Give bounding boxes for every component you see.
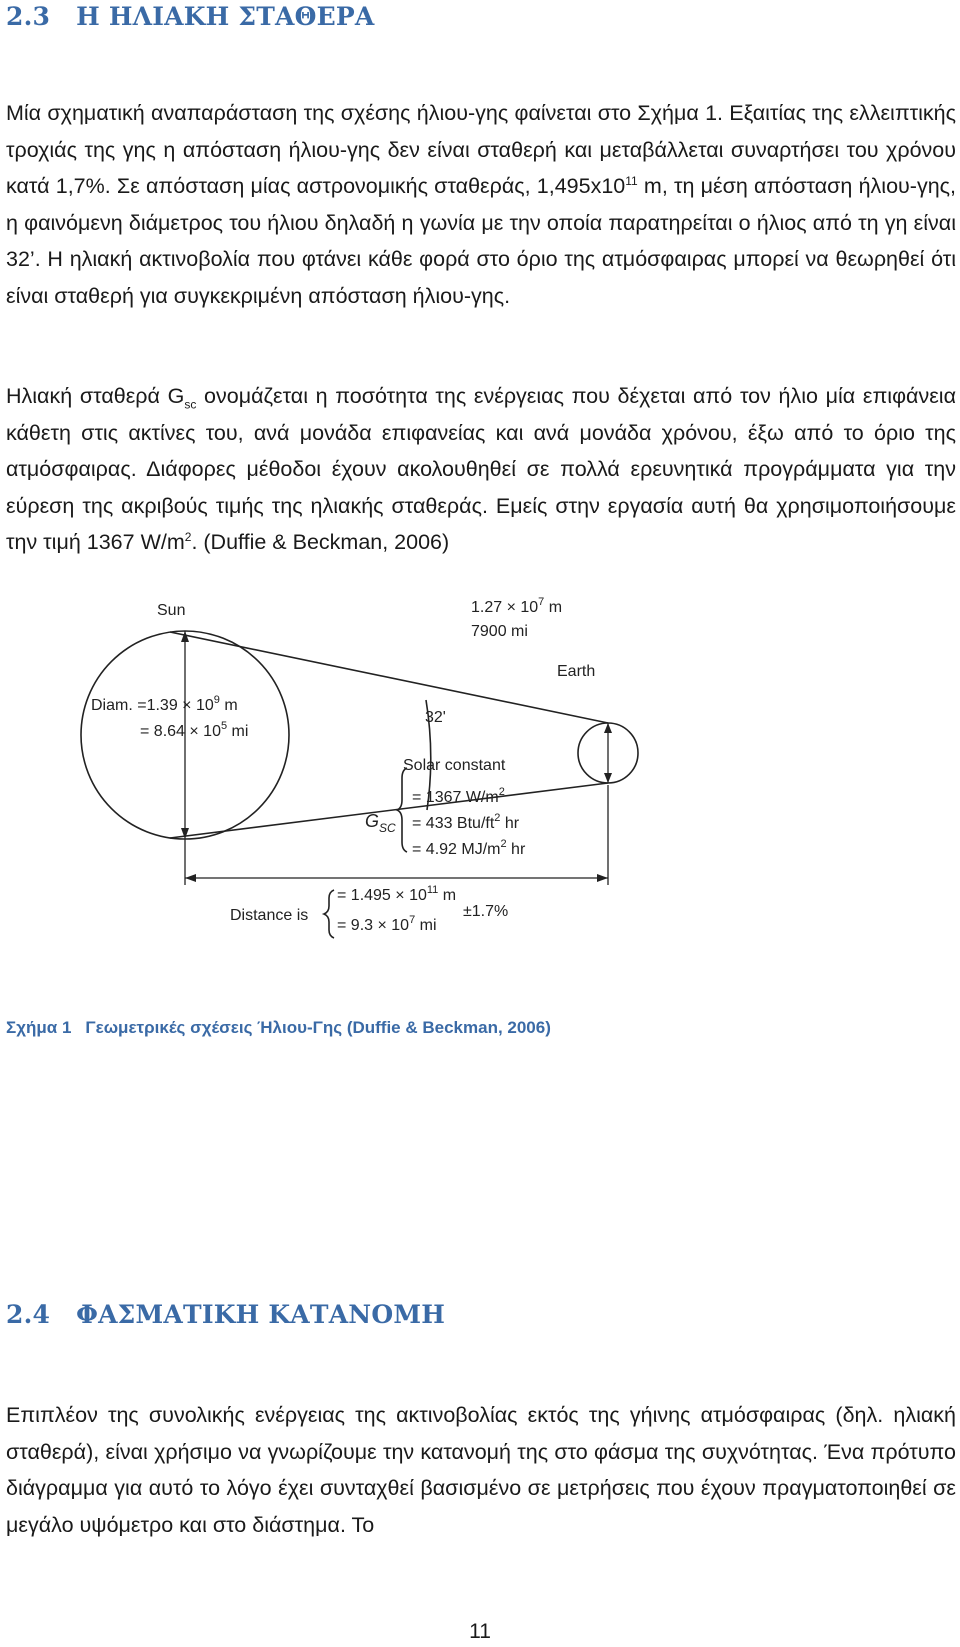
distance-label: Distance is <box>230 907 309 924</box>
distance-value-m: = $1.495 \times 10^{11}$ m <box>337 884 457 904</box>
paragraph-sun-earth-relation <box>6 95 956 314</box>
page-number: 11 <box>469 1620 491 1643</box>
figure-caption <box>6 1018 551 1038</box>
solar-constant-label: Solar constant <box>403 757 506 774</box>
sun-label: Sun <box>157 602 186 619</box>
angle-label: 32' <box>425 709 446 726</box>
exponent: 2 <box>184 529 192 544</box>
section-number: 2.4 <box>6 1300 51 1329</box>
earth-label: Earth <box>557 663 596 680</box>
caption-label: Σχήμα 1 <box>6 1018 72 1037</box>
solar-constant-value-3: = 4.92 $MJ/m^2$ hr <box>412 838 526 858</box>
earth-diameter-label-mi: 7900 mi <box>471 623 528 640</box>
paragraph-text: m, τη μέση απόσταση ήλιου-γης, η φαινόμενη διάμετρος του ήλιου δηλαδή η γωνία με την οποία παρατηρείται ο ήλιος από τη γη είναι 32’. Η ηλιακή ακτινοβολία που φτάνει κάθε φορά στο όριο της ατμόσφαιρας μπορεί να θεωρηθεί ότι είναι σταθερή για συγκεκριμένη απόσταση ήλιου-γης. <box>6 174 956 308</box>
paragraph-spectral-distribution: Επιπλέον της συνολικής ενέργειας της ακτινοβολίας εκτός της γήινης ατμόσφαιρας (δηλ. ηλιακή σταθερά), είναι χρήσιμο να γνωρίζουμε την κατανομή της στο φάσμα της συχνότητας. Ένα πρότυπο διάγραμμα για αυτό το λόγο έχει συνταχθεί βασισμένο σε μετρήσεις που έχουν πραγματοποιηθεί σε μεγάλο υψόμετρο και στο διάστημα. Το <box>6 1403 956 1537</box>
sun-earth-geometry-figure <box>85 596 596 985</box>
arrowhead <box>181 828 189 839</box>
section-title: Η ΗΛΙΑΚΗ ΣΤΑΘΕΡΑ <box>76 2 375 31</box>
sun-diameter-label-m: Diam. $=1.39 \times 10^9$ m <box>91 694 238 714</box>
paragraph-text: Μία σχηματική αναπαράσταση της σχέσης ήλιου-γης φαίνεται στο Σχήμα 1. Εξαιτίας της ελλειπτικής τροχιάς της γης η απόσταση ήλιου-γης δεν είναι σταθερή και μεταβάλλεται συναρτήσει του χρόνου κατά 1,7%. Σε απόσταση μίας αστρονομικής σταθεράς, 1,495x10 <box>6 101 956 198</box>
caption-text: Γεωμετρικές σχέσεις Ήλιου-Γης (Duffie & Beckman, 2006) <box>85 1018 551 1037</box>
arrowhead <box>597 874 608 882</box>
arrowhead <box>604 723 612 733</box>
section-heading-2-3 <box>6 2 374 31</box>
arrowhead <box>185 874 196 882</box>
paragraph-text: Ηλιακή σταθερά G <box>6 384 185 408</box>
gsc-symbol: $G_{SC}$ <box>365 811 396 835</box>
distance-tolerance: ±1.7% <box>463 903 509 920</box>
earth-diameter-label-m: $1.27 \times 10^7$ m <box>471 596 563 616</box>
distance-value-mi: = $9.3 \times 10^7$ mi <box>337 914 437 934</box>
subscript: sc <box>184 397 197 412</box>
section-number: 2.3 <box>6 2 51 31</box>
sun-diameter-label-mi: = $8.64 \times 10^5$ mi <box>140 720 249 740</box>
exponent: 11 <box>625 173 638 188</box>
paragraph-solar-constant <box>6 378 956 561</box>
section-title: ΦΑΣΜΑΤΙΚΗ ΚΑΤΑΝΟΜΗ <box>76 1300 446 1329</box>
arrowhead <box>604 773 612 783</box>
solar-constant-value-2: = 433 Btu/$ft^2$ hr <box>412 812 520 832</box>
paragraph-text: ονομάζεται η ποσότητα της ενέργειας που δέχεται από τον ήλιο μία επιφάνεια κάθετη στις ακτίνες του, ανά μονάδα επιφανείας και ανά μονάδα χρόνου, έξω από το όριο της ατμόσφαιρας. Διάφορες μέθοδοι έχουν ακολουθηθεί σε πολλά ερευνητικά προγράμματα για την εύρεση της ακριβούς τιμής της ηλιακής σταθεράς. Εμείς στην εργασία αυτή θα χρησιμοποιήσουμε την τιμή 1367 W/m <box>6 384 956 554</box>
solar-constant-value-1: = 1367 $W/m^2$ <box>412 786 505 806</box>
distance-brace <box>324 890 334 938</box>
paragraph-text: . (Duffie & Beckman, 2006) <box>191 530 450 554</box>
section-heading-2-4 <box>6 1300 445 1329</box>
solar-constant-brace <box>397 768 407 852</box>
